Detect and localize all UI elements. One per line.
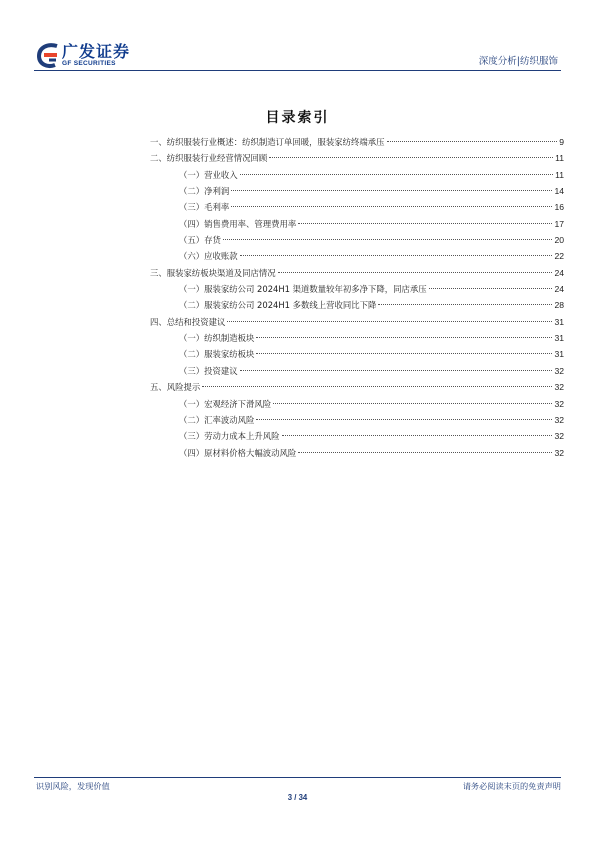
toc-entry[interactable] [150,379,564,395]
toc-entry-page: 24 [554,267,564,278]
toc-entry-page: 31 [554,316,564,327]
toc-entry-title: （五）存货 [179,235,221,246]
toc-entry-title: 三、服装家纺板块渠道及同店情况 [150,267,276,278]
toc-entry-title: （一）服装家纺公司 2024H1 渠道数量较年初多净下降，同店承压 [179,284,427,295]
toc-dot-leader [240,174,553,175]
table-of-contents [150,134,564,461]
toc-entry-page: 31 [554,333,564,344]
toc-entry-title: 一、纺织服装行业概述：纺织制造订单回暖，服装家纺终端承压 [150,137,385,147]
toc-entry[interactable] [150,363,564,379]
toc-dot-leader [282,435,553,436]
toc-entry-page: 17 [554,218,564,229]
toc-entry-page: 11 [555,153,564,164]
toc-entry-title: （一）营业收入 [179,169,238,180]
toc-entry-page: 32 [554,382,564,393]
toc-entry-page: 32 [554,398,564,409]
toc-dot-leader [273,403,552,404]
toc-entry[interactable] [150,199,564,215]
toc-dot-leader [387,141,558,142]
toc-entry[interactable] [150,216,564,232]
toc-entry[interactable] [150,150,564,166]
toc-dot-leader [231,190,552,191]
gf-logo-icon [37,43,61,69]
toc-entry[interactable] [150,314,564,330]
logo-english-name: GF SECURITIES [62,60,116,67]
toc-entry-title: 五、风险提示 [150,382,201,393]
toc-entry-title: （六）应收账款 [179,251,238,262]
toc-entry[interactable] [150,232,564,248]
toc-dot-leader [202,386,552,387]
toc-entry[interactable] [150,134,564,150]
toc-entry-title: （三）投资建议 [179,365,238,376]
toc-entry-page: 31 [554,349,564,360]
toc-entry[interactable] [150,445,564,461]
toc-entry-title: （二）服装家纺板块 [179,349,255,360]
toc-entry[interactable] [150,265,564,281]
toc-entry-page: 28 [554,300,564,311]
toc-entry-title: （二）服装家纺公司 2024H1 多数线上营收同比下降 [179,300,377,311]
toc-entry-page: 16 [554,202,564,213]
toc-entry[interactable] [150,330,564,346]
toc-dot-leader [227,321,552,322]
toc-entry-title: （二）净利润 [179,186,230,197]
footer-divider [34,777,561,778]
footer-slogan: 识别风险，发现价值 [36,781,110,791]
toc-dot-leader [429,288,553,289]
toc-entry[interactable] [150,396,564,412]
gf-securities-logo [37,43,157,69]
header-divider [34,70,561,71]
toc-entry-title: （二）汇率波动风险 [179,414,255,425]
toc-entry[interactable] [150,183,564,199]
footer-disclaimer-note: 请务必阅读末页的免责声明 [462,781,561,791]
toc-entry[interactable] [150,412,564,428]
toc-entry-title: （三）劳动力成本上升风险 [179,431,280,442]
toc-entry-title: （一）纺织制造板块 [179,333,255,344]
toc-dot-leader [378,304,552,305]
toc-entry[interactable] [150,428,564,444]
toc-entry[interactable] [150,248,564,264]
toc-entry-page: 32 [554,447,564,458]
toc-entry-title: （三）毛利率 [179,202,230,213]
toc-dot-leader [298,452,552,453]
toc-dot-leader [269,157,553,158]
toc-entry-page: 9 [559,137,564,147]
toc-dot-leader [256,337,552,338]
toc-title: 目录索引 [265,110,330,126]
toc-entry-title: （一）宏观经济下滑风险 [179,398,272,409]
toc-dot-leader [223,239,553,240]
toc-entry-title: 四、总结和投资建议 [150,316,226,327]
toc-entry-page: 20 [554,235,564,246]
toc-entry[interactable] [150,281,564,297]
toc-entry-title: （四）销售费用率、管理费用率 [179,218,297,229]
toc-dot-leader [256,419,552,420]
toc-entry-title: 二、纺织服装行业经营情况回顾 [150,153,268,164]
toc-entry[interactable] [150,297,564,313]
toc-dot-leader [298,223,552,224]
toc-entry[interactable] [150,167,564,183]
toc-dot-leader [256,353,552,354]
toc-entry-page: 11 [555,169,564,180]
toc-dot-leader [278,272,553,273]
toc-entry-page: 32 [554,414,564,425]
logo-chinese-name: 广发证券 [62,42,131,61]
toc-entry-page: 22 [554,251,564,262]
page-number: 3 / 34 [287,793,308,802]
toc-dot-leader [240,255,553,256]
toc-entry-page: 24 [554,284,564,295]
toc-entry-page: 32 [554,365,564,376]
toc-dot-leader [231,206,552,207]
toc-dot-leader [240,370,553,371]
report-section-label: 深度分析|纺织服饰 [478,56,558,67]
toc-entry-title: （四）原材料价格大幅波动风险 [179,447,297,458]
toc-entry-page: 14 [554,186,564,197]
toc-entry-page: 32 [554,431,564,442]
toc-entry[interactable] [150,346,564,362]
